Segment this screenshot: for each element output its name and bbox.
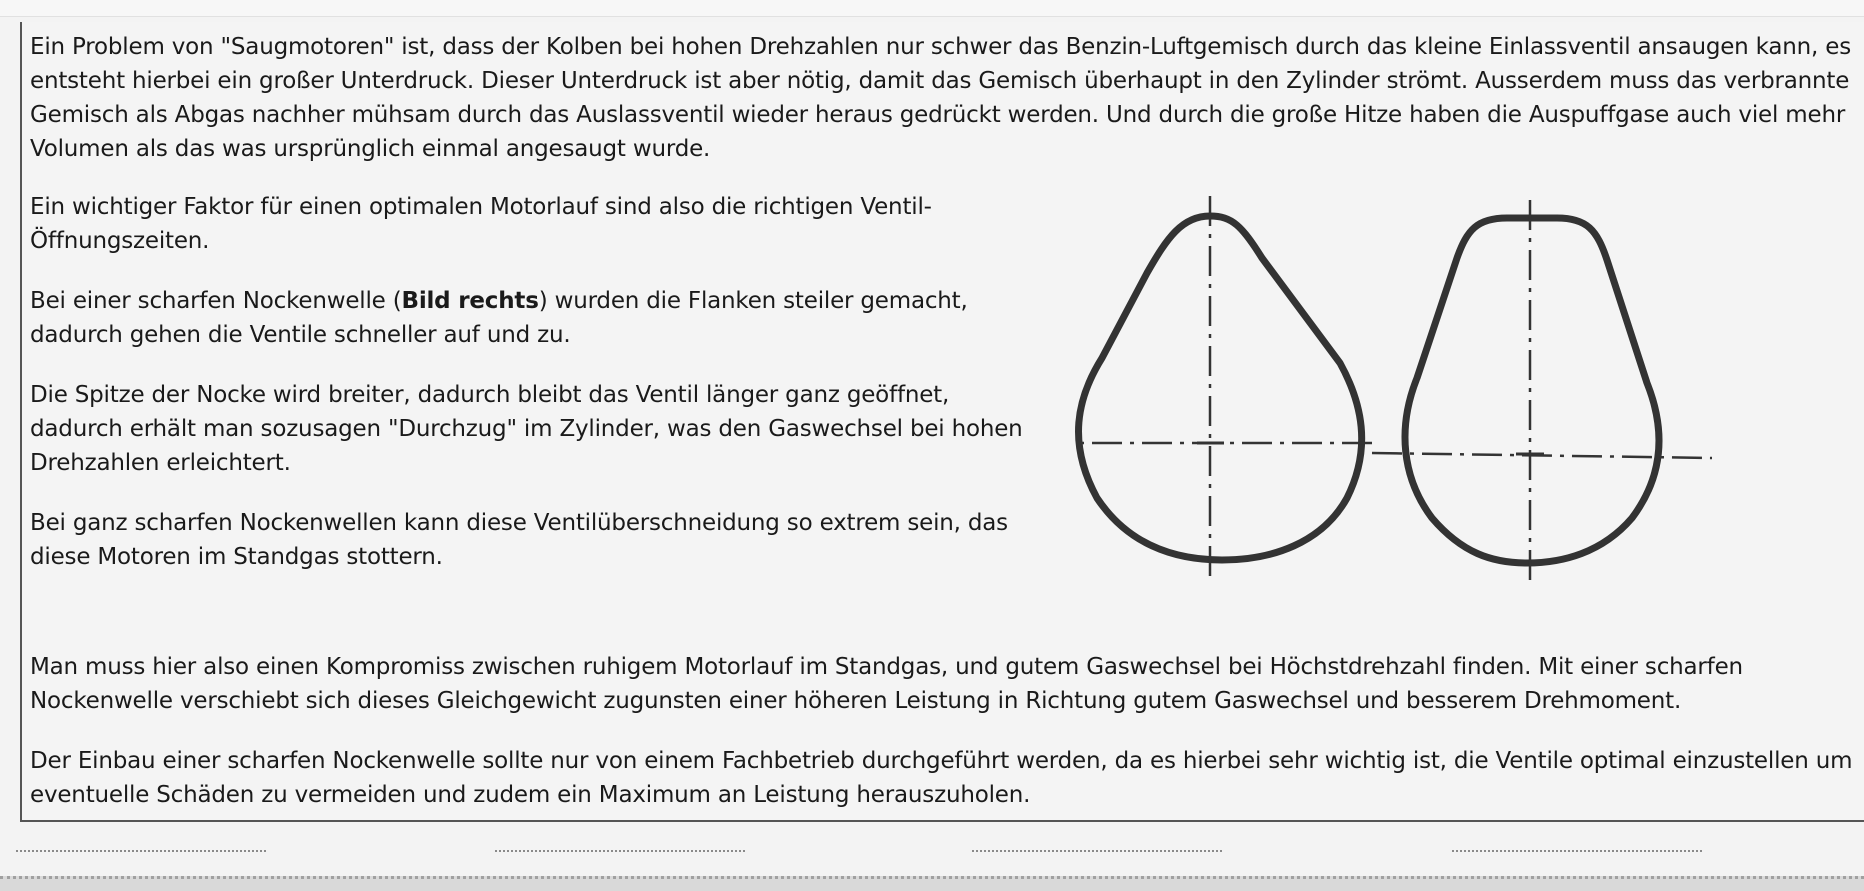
footer-strip <box>0 876 1864 891</box>
separator-dots-1 <box>16 846 266 852</box>
paragraph-overlap: Bei ganz scharfen Nockenwellen kann diese Ventilüberschneidung so extrem sein, das diese Motoren im Standgas stottern. <box>30 510 1008 570</box>
paragraph-intro: Ein Problem von "Saugmotoren" ist, dass der Kolben bei hohen Drehzahlen nur schwer das Benzin-Luftgemisch durch das kleine Einlassventil ansaugen kann, es entsteht hierbei ein großer Unterdruck. Dieser Unterdruck ist aber nötig, damit das Gemisch überhaupt in den Zylinder strömt. Ausserdem muss das verbrannte Gemisch als Abgas nachher mühsam durch das Auslassventil wieder heraus gedrückt werden. Und durch die große Hitze haben die Auspuffgase auch viel mehr Volumen als das was ursprünglich einmal angesaugt wurde. <box>30 34 1851 162</box>
separator-dots-4 <box>1452 846 1702 852</box>
camshaft-lobe-figure <box>1072 178 1822 638</box>
paragraph-sharp-camshaft <box>30 284 1030 352</box>
paragraph-valve-timing: Ein wichtiger Faktor für einen optimalen Motorlauf sind also die richtigen Ventil-Öffnungszeiten. <box>30 194 932 254</box>
top-bar <box>0 0 1864 17</box>
paragraph-cam-tip: Die Spitze der Nocke wird breiter, dadurch bleibt das Ventil länger ganz geöffnet, dadurch erhält man sozusagen "Durchzug" im Zylinder, was den Gaswechsel bei hohen Drehzahlen erleichtert. <box>30 382 1023 476</box>
paragraph-sharp-camshaft-end: ) wurden die Flanken steiler gemacht, dadurch gehen die Ventile schneller auf und zu. <box>30 288 968 348</box>
sharp-cam-profile-icon <box>1372 200 1712 588</box>
separator-dots-3 <box>972 846 1222 852</box>
separator-dots-2 <box>495 846 745 852</box>
paragraph-installation: Der Einbau einer scharfen Nockenwelle sollte nur von einem Fachbetrieb durchgeführt werden, da es hierbei sehr wichtig ist, die Ventile optimal einzustellen um eventuelle Schäden zu vermeiden und zudem ein Maximum an Leistung herauszuholen. <box>30 748 1853 808</box>
paragraph-compromise: Man muss hier also einen Kompromiss zwischen ruhigem Motorlauf im Standgas, und gutem Gaswechsel bei Höchstdrehzahl finden. Mit einer scharfen Nockenwelle verschiebt sich dieses Gleichgewicht zugunsten einer höheren Leistung in Richtung gutem Gaswechsel und besserem Drehmoment. <box>30 654 1743 714</box>
standard-cam-profile-icon <box>1072 196 1372 578</box>
paragraph-sharp-camshaft-start: Bei einer scharfen Nockenwelle ( <box>30 288 402 314</box>
bild-rechts-emphasis: Bild rechts <box>401 288 539 314</box>
separator-dots <box>0 842 1864 856</box>
